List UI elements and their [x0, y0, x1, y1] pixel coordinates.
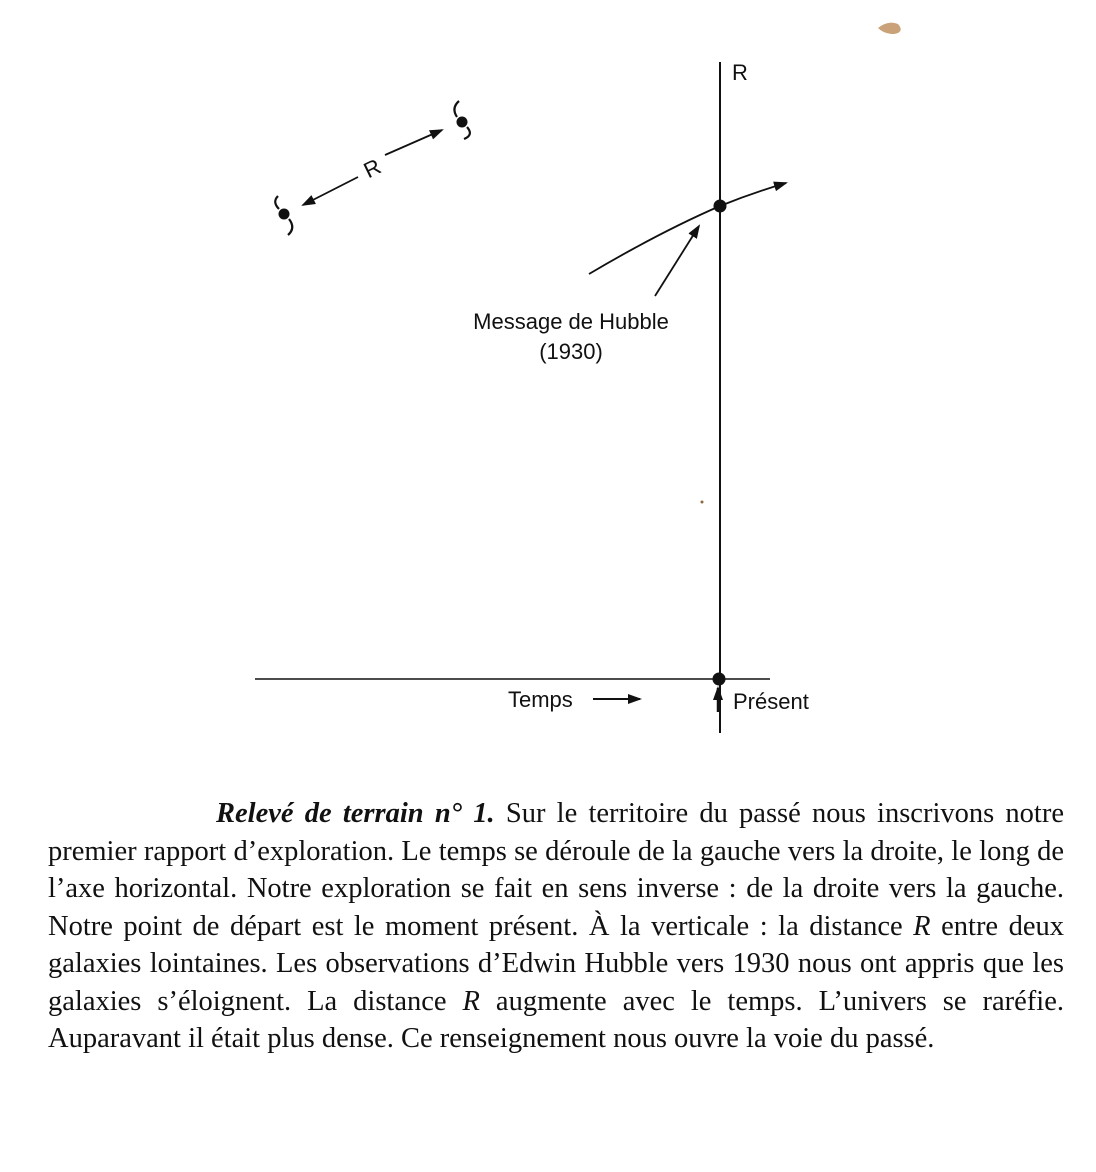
r-axis-label: R: [732, 60, 748, 85]
scan-speck: [878, 23, 901, 34]
present-label: Présent: [733, 689, 809, 714]
figure-caption: [48, 795, 1064, 1058]
present-point: [713, 673, 726, 686]
galaxy-icon: [454, 101, 469, 139]
caption-variable-r: R: [913, 910, 931, 942]
hubble-year-label: (1930): [539, 339, 603, 364]
scan-speck: [701, 501, 704, 504]
expansion-curve: [589, 183, 786, 274]
caption-variable-r: R: [462, 985, 480, 1017]
caption-text-3: augmente avec le temps. L’univers se raréfie. Auparavant il était plus dense. Ce renseignement nous ouvre la voie du passé.: [48, 985, 1064, 1054]
caption-lead: Relevé de terrain n° 1.: [216, 798, 495, 829]
hubble-label: Message de Hubble: [473, 309, 669, 334]
galaxy-distance-label: R: [359, 153, 385, 184]
time-label: Temps: [508, 687, 573, 712]
caption-text-1: Sur le territoire du passé nous inscrivons notre premier rapport d’exploration. Le temps se déroule de la gauche vers la droite, le long de l’axe horizontal. Notre exploration se fait en sens inverse : de la droite vers la gauche. Notre point de départ est le moment présent. À la verticale : la distance: [48, 798, 1064, 942]
hubble-pointer-arrow: [655, 226, 699, 296]
galaxy-distance-arrow-right: [385, 130, 442, 155]
caption-text-2: entre deux galaxies lointaines. Les observations d’Edwin Hubble vers 1930 nous ont appris que les galaxies s’éloignent. La distance: [48, 910, 1065, 1017]
hubble-point: [714, 200, 727, 213]
galaxy-icon: [275, 196, 292, 235]
galaxy-distance-arrow-left: [303, 177, 358, 205]
